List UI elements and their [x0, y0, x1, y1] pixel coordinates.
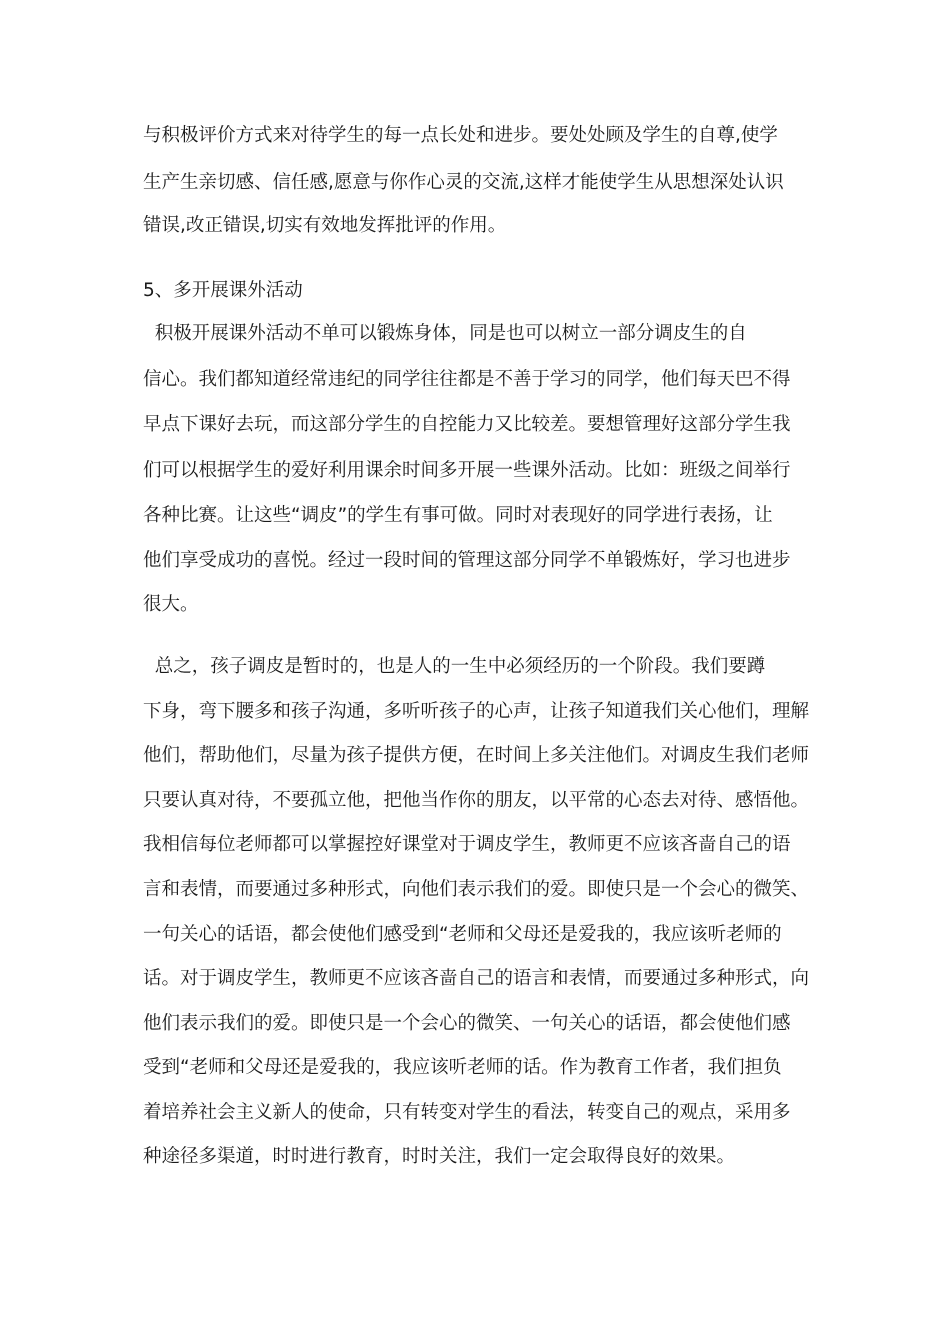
paragraph-line: 他们享受成功的喜悦。经过一段时间的管理这部分同学不单锻炼好，学习也进步	[143, 550, 791, 571]
paragraph-line: 我相信每位老师都可以掌握控好课堂对于调皮学生，教师更不应该吝啬自己的语	[143, 834, 791, 855]
paragraph-line: 很大。	[143, 594, 199, 615]
paragraph-line: 积极开展课外活动不单可以锻炼身体，同是也可以树立一部分调皮生的自	[143, 323, 747, 344]
paragraph-line: 受到“老师和父母还是爱我的，我应该听老师的话。作为教育工作者，我们担负	[143, 1057, 782, 1078]
paragraph-line: 着培养社会主义新人的使命，只有转变对学生的看法，转变自己的观点，采用多	[143, 1102, 791, 1123]
paragraph-line: 言和表情，而要通过多种形式，向他们表示我们的爱。即使只是一个会心的微笑、	[143, 879, 810, 900]
paragraph-line: 生产生亲切感、信任感,愿意与你作心灵的交流,这样才能使学生从思想深处认识	[143, 172, 784, 193]
paragraph-line: 早点下课好去玩，而这部分学生的自控能力又比较差。要想管理好这部分学生我	[143, 414, 791, 435]
paragraph-line: 各种比赛。让这些“调皮”的学生有事可做。同时对表现好的同学进行表扬，让	[143, 505, 773, 526]
paragraph-line: 信心。我们都知道经常违纪的同学往往都是不善于学习的同学，他们每天巴不得	[143, 369, 791, 390]
paragraph-line: 下身，弯下腰多和孩子沟通，多听听孩子的心声，让孩子知道我们关心他们，理解	[143, 701, 810, 722]
section-heading: 5、多开展课外活动	[143, 280, 303, 301]
paragraph-line: 们可以根据学生的爱好利用课余时间多开展一些课外活动。比如：班级之间举行	[143, 460, 791, 481]
paragraph-line: 错误,改正错误,切实有效地发挥批评的作用。	[143, 215, 507, 236]
paragraph-line: 种途径多渠道，时时进行教育，时时关注，我们一定会取得良好的效果。	[143, 1146, 736, 1167]
paragraph-line: 与积极评价方式来对待学生的每一点长处和进步。要处处顾及学生的自尊,使学	[143, 125, 778, 146]
paragraph-line: 他们表示我们的爱。即使只是一个会心的微笑、一句关心的话语，都会使他们感	[143, 1013, 791, 1034]
paragraph-line: 总之，孩子调皮是暂时的，也是人的一生中必须经历的一个阶段。我们要蹲	[143, 656, 766, 677]
paragraph-line: 话。对于调皮学生，教师更不应该吝啬自己的语言和表情，而要通过多种形式，向	[143, 968, 810, 989]
paragraph-line: 他们，帮助他们，尽量为孩子提供方便，在时间上多关注他们。对调皮生我们老师	[143, 745, 810, 766]
paragraph-line: 一句关心的话语，都会使他们感受到“老师和父母还是爱我的，我应该听老师的	[143, 924, 782, 945]
paragraph-line: 只要认真对待，不要孤立他，把他当作你的朋友，以平常的心态去对待、感悟他。	[143, 790, 810, 811]
